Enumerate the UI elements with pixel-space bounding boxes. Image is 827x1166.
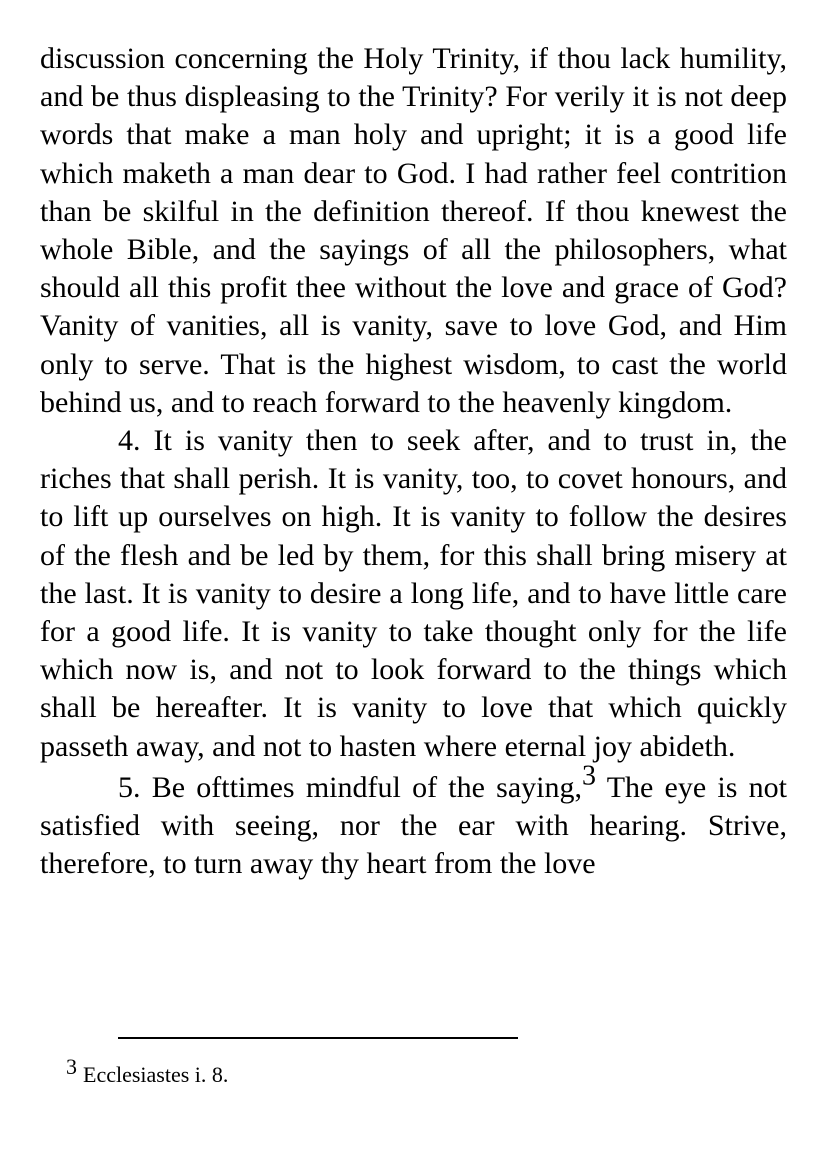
paragraph-4: 4. It is vanity then to seek after, and to trust in, the riches that shall perish. It is vanity, too, to covet honours, and to lift up ourselves on high. It is vanity to follow the desires of the flesh and be led by them, for this shall bring misery at the last. It is vanity to desire a long life, and to have little care for a good life. It is vanity to take thought only for the life which now is, and not to look forward to the things which shall be hereafter. It is vanity to love that which quickly passeth away, and not to hasten where eternal joy abideth.	[40, 424, 787, 763]
paragraph-5-rest: The eye is not satisfied with seeing, nor the ear with hearing. Strive, therefore, to turn away thy heart from the love	[40, 770, 787, 881]
footnote-mark: 3	[66, 1054, 77, 1080]
paragraph-5-lead: 5. Be ofttimes mindful of the saying,	[118, 770, 582, 804]
footnote-reference[interactable]: 3	[582, 760, 596, 792]
page-body	[40, 40, 787, 883]
footnote	[66, 1054, 229, 1090]
footnote-divider	[118, 1037, 518, 1039]
footnote-text: Ecclesiastes i. 8.	[83, 1062, 229, 1087]
paragraph-continuation: discussion concerning the Holy Trinity, if thou lack humility, and be thus displeasing to the Trinity? For verily it is not deep words that make a man holy and upright; it is a good life which maketh a man dear to God. I had rather feel contrition than be skilful in the definition thereof. If thou knewest the whole Bible, and the sayings of all the philosophers, what should all this profit thee without the love and grace of God? Vanity of vanities, all is vanity, save to love God, and Him only to serve. That is the highest wisdom, to cast the world behind us, and to reach forward to the heavenly kingdom.	[40, 42, 787, 419]
paragraph-5	[40, 760, 787, 884]
